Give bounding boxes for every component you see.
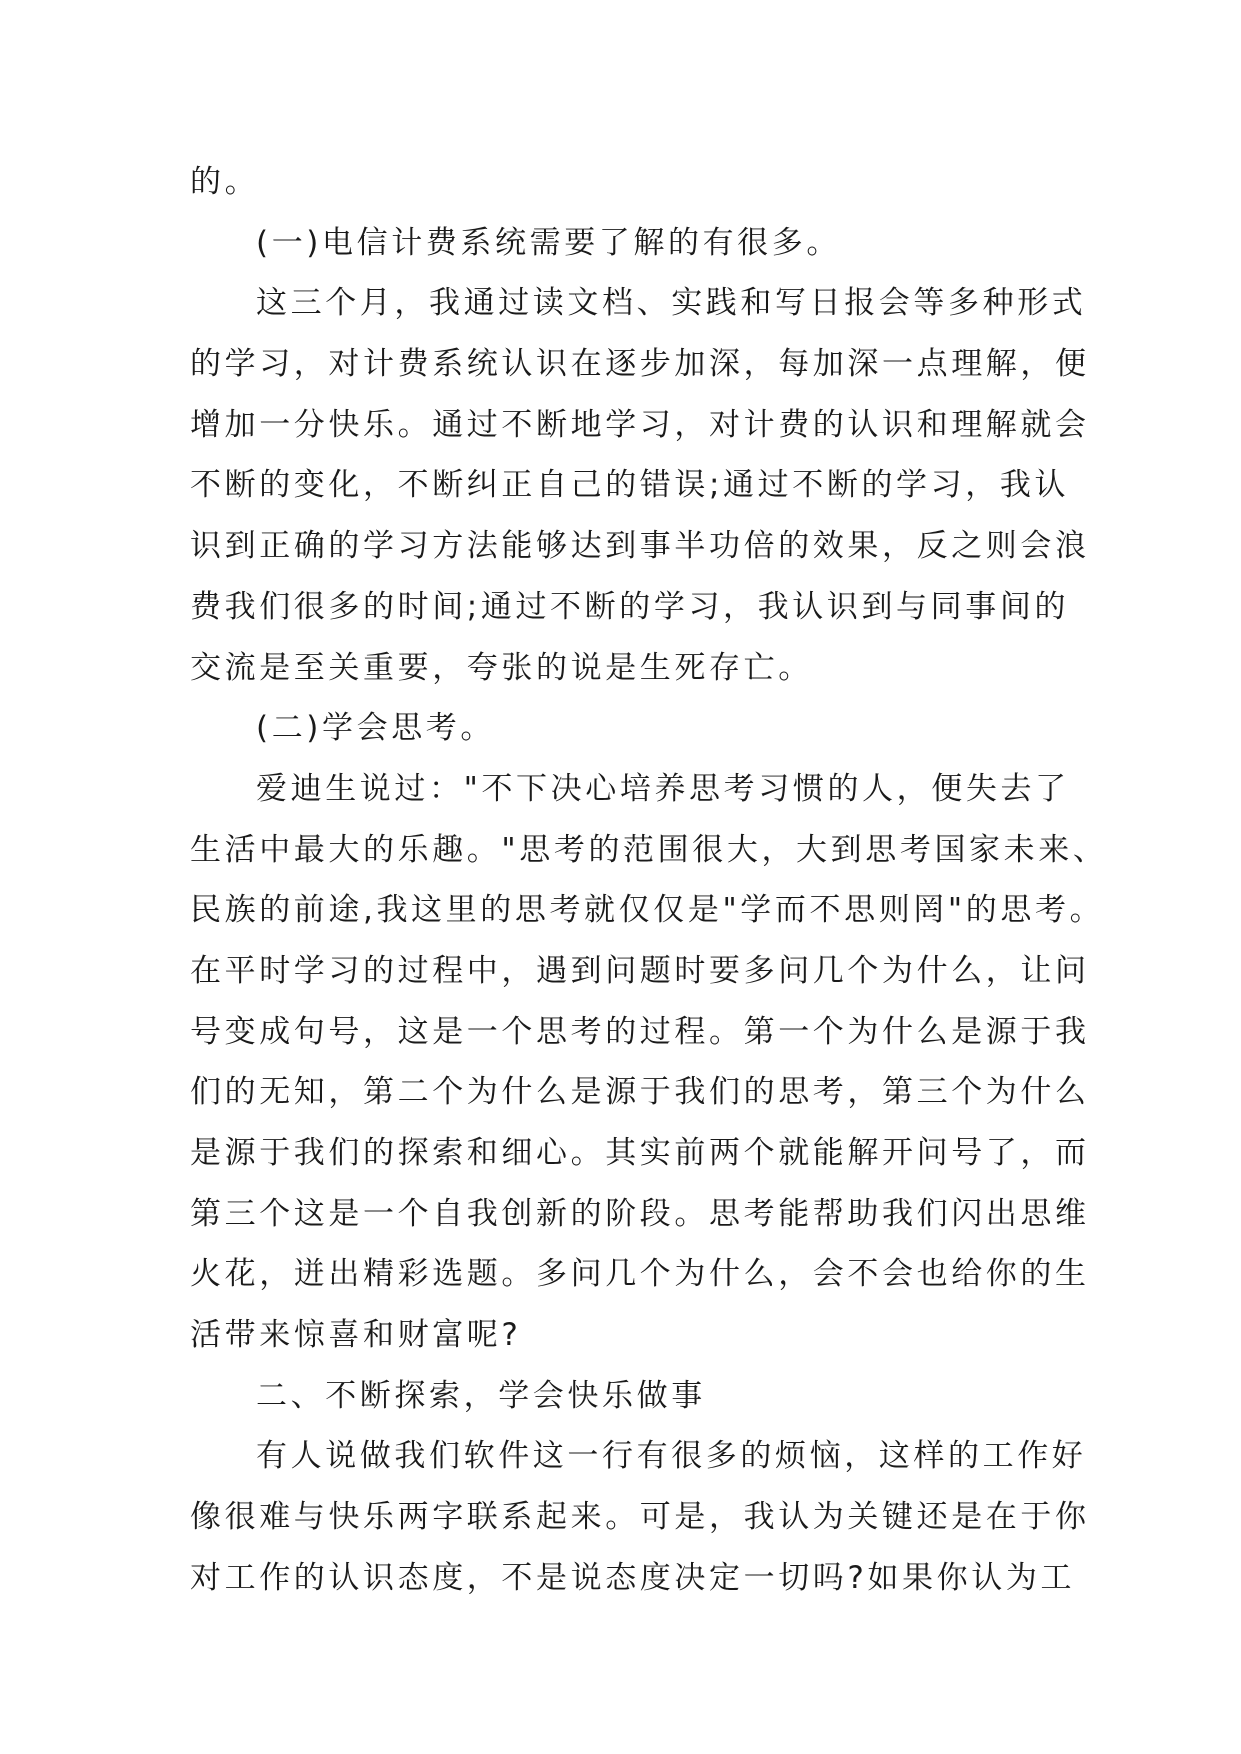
text-line: 不断的变化，不断纠正自己的错误;通过不断的学习，我认	[190, 467, 1070, 504]
section-heading: 二、不断探索，学会快乐做事	[256, 1377, 706, 1414]
text-line: 识到正确的学习方法能够达到事半功倍的效果，反之则会浪	[190, 528, 1090, 565]
text-line: 有人说做我们软件这一行有很多的烦恼，这样的工作好	[256, 1438, 1087, 1475]
text-line: 这三个月，我通过读文档、实践和写日报会等多种形式	[256, 285, 1087, 322]
text-line: 费我们很多的时间;通过不断的学习，我认识到与同事间的	[190, 588, 1070, 625]
text-line: 号变成句号，这是一个思考的过程。第一个为什么是源于我	[190, 1013, 1090, 1050]
text-line: 增加一分快乐。通过不断地学习，对计费的认识和理解就会	[190, 406, 1090, 443]
text-line: 像很难与快乐两字联系起来。可是，我认为关键还是在于你	[190, 1499, 1090, 1536]
text-line: 对工作的认识态度，不是说态度决定一切吗?如果你认为工	[190, 1559, 1076, 1596]
text-line: 的。	[190, 164, 260, 200]
section-heading: (一)电信计费系统需要了解的有很多。	[256, 224, 841, 261]
text-line: 民族的前途,我这里的思考就仅仅是"学而不思则罔"的思考。	[190, 892, 1105, 929]
text-line: 们的无知，第二个为什么是源于我们的思考，第三个为什么	[190, 1074, 1090, 1111]
body-text	[190, 152, 1108, 1609]
text-line: 爱迪生说过："不下决心培养思考习惯的人，便失去了	[256, 770, 1070, 807]
text-line: 生活中最大的乐趣。"思考的范围很大，大到思考国家未来、	[190, 831, 1108, 868]
text-line: 的学习，对计费系统认识在逐步加深，每加深一点理解，便	[190, 346, 1090, 383]
section-heading: (二)学会思考。	[256, 710, 495, 747]
text-line: 交流是至关重要，夸张的说是生死存亡。	[190, 649, 813, 686]
text-line: 火花，迸出精彩选题。多问几个为什么，会不会也给你的生	[190, 1256, 1090, 1293]
text-line: 是源于我们的探索和细心。其实前两个就能解开问号了，而	[190, 1135, 1090, 1171]
text-line: 活带来惊喜和财富呢?	[190, 1317, 522, 1354]
text-line: 在平时学习的过程中，遇到问题时要多问几个为什么，让问	[190, 952, 1090, 989]
text-line: 第三个这是一个自我创新的阶段。思考能帮助我们闪出思维	[190, 1195, 1090, 1232]
